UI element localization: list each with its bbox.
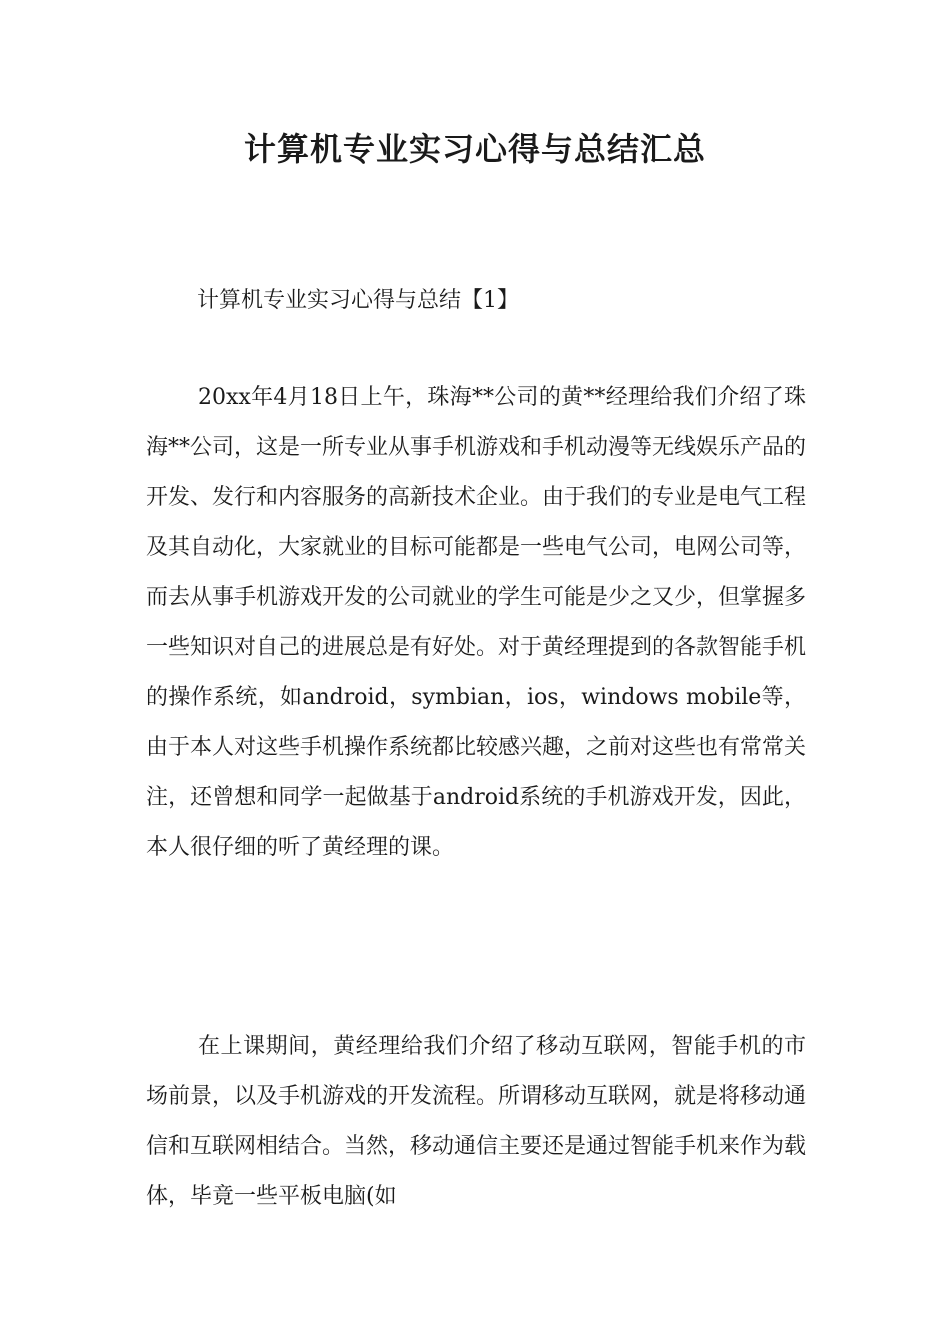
body-paragraph-2: 在上课期间，黄经理给我们介绍了移动互联网，智能手机的市场前景，以及手机游戏的开发流程。所谓移动互联网，就是将移动通信和互联网相结合。当然，移动通信主要还是通过智能手机来作为载体，毕竟一些平板电脑(如	[146, 1034, 807, 1209]
body-paragraph-1: 20xx年4月18日上午，珠海**公司的黄**经理给我们介绍了珠海**公司，这是一所专业从事手机游戏和手机动漫等无线娱乐产品的开发、发行和内容服务的高新技术企业。由于我们的专业是电气工程及其自动化，大家就业的目标可能都是一些电气公司，电网公司等，而去从事手机游戏开发的公司就业的学生可能是少之又少，但掌握多一些知识对自己的进展总是有好处。对于黄经理提到的各款智能手机的操作系统，如android，symbian，ios，windows mobile等，由于本人对这些手机操作系统都比较感兴趣，之前对这些也有常常关注，还曾想和同学一起做基于android系统的手机游戏开发，因此，本人很仔细的听了黄经理的课。	[146, 385, 807, 860]
section-heading: 计算机专业实习心得与总结【1】	[197, 288, 519, 313]
document-title: 计算机专业实习心得与总结汇总	[243, 130, 706, 168]
